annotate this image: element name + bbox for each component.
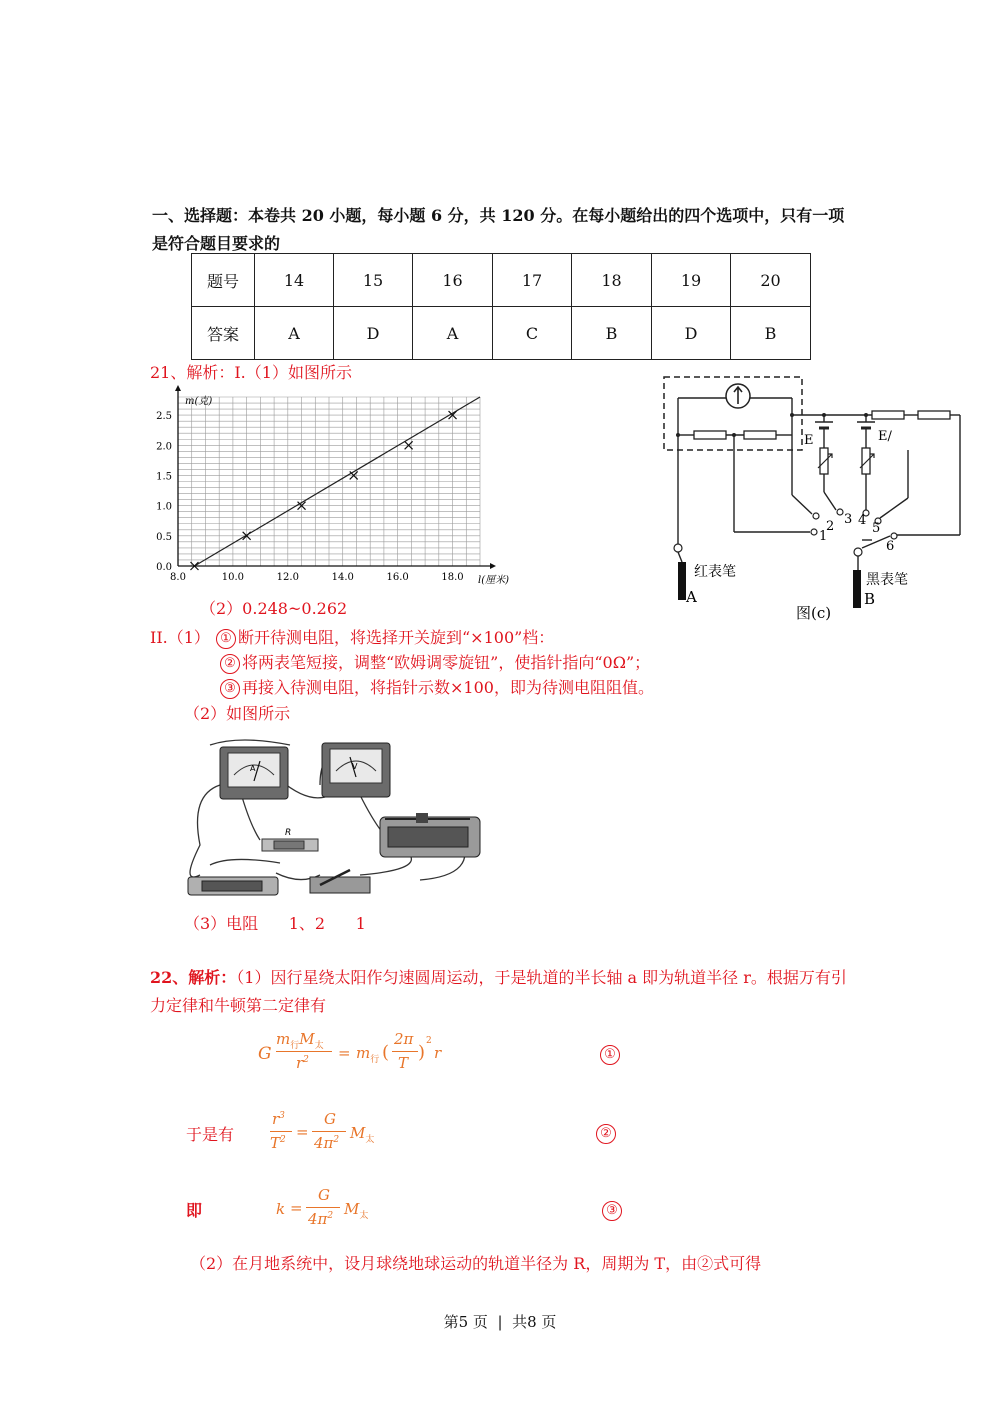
x-tick-label: 12.0 [276, 572, 299, 583]
red-probe-label: 红表笔 [694, 564, 736, 580]
y-tick-label: 2.5 [156, 411, 172, 423]
resistor-icon [744, 431, 776, 439]
resistor-icon [918, 411, 950, 419]
terminal-label: 6 [886, 539, 895, 554]
table-cell: 16 [413, 254, 493, 307]
e1-label: E [804, 433, 814, 448]
chart-ylabel: m(克) [185, 396, 213, 407]
table-cell: D [652, 307, 731, 360]
table-row [192, 254, 811, 307]
figure-caption: 图(c) [796, 604, 832, 622]
resistor-label: R [285, 828, 292, 838]
step-text: 断开待测电阻，将选择开关旋到“×100”档： [238, 628, 555, 647]
figure-c-circuit [640, 370, 970, 630]
black-probe-label: 黑表笔 [866, 572, 908, 588]
q22-text: （1）因行星绕太阳作匀速圆周运动，于是轨道的半长轴 a 即为轨道半径 r。根据万有引力定律和牛顿第二定律有 [150, 968, 847, 1015]
rheostat-icon [820, 448, 828, 474]
answer-table [191, 253, 811, 360]
q22-part2: （2）在月地系统中，设月球绕地球运动的轨道半径为 R，周期为 T，由②式可得 [190, 1254, 762, 1273]
x-tick-label: 16.0 [386, 572, 409, 583]
resistor-icon [694, 431, 726, 439]
table-cell: 14 [255, 254, 334, 307]
q21-part2: （2）0.248~0.262 [200, 599, 348, 618]
q21-step-2 [220, 652, 650, 674]
q21-ii-part2: （2）如图所示 [184, 704, 291, 723]
table-row [192, 307, 811, 360]
x-tick-label: 14.0 [331, 572, 354, 583]
switch-base [310, 877, 370, 893]
table-cell: D [334, 307, 413, 360]
formula-3: k = G $4\pi^2$ $M_太$ [276, 1186, 369, 1228]
eq-number-3: ③ [602, 1200, 624, 1221]
q21-title: 21、解析：I.（1）如图所示 [150, 363, 352, 382]
q21-step-1 [216, 627, 554, 649]
table-cell: 15 [334, 254, 413, 307]
q21-ii-part3: （3）电阻 1、2 1 [184, 914, 366, 933]
probe-a-label: A [686, 588, 697, 606]
y-axis-arrow [175, 385, 181, 391]
q22-yu-shi-you: 于是有 [186, 1125, 235, 1144]
table-cell: 答案 [192, 307, 255, 360]
q22-lead: 22、解析： [150, 968, 237, 987]
table-cell: C [493, 307, 572, 360]
resistor-icon [872, 411, 904, 419]
formula-2: $r^3$ $T^2$ = G $4\pi^2$ $M_太$ [270, 1110, 375, 1152]
q22-title [150, 964, 850, 1020]
table-cell: A [255, 307, 334, 360]
y-tick-label: 2.0 [156, 441, 172, 453]
voltmeter-label: V [352, 762, 358, 771]
x-tick-label: 10.0 [221, 572, 245, 583]
y-tick-label: 0.0 [156, 562, 172, 573]
e2-label: E/ [878, 429, 892, 444]
chart-axes [175, 385, 496, 569]
y-tick-label: 0.5 [156, 531, 172, 543]
table-cell: 20 [731, 254, 811, 307]
q22-ji: 即 [186, 1201, 203, 1220]
y-tick-label: 1.0 [156, 501, 172, 513]
rheostat-icon [862, 448, 870, 474]
page-footer: 第5 页 | 共8 页 [443, 1313, 557, 1331]
table-cell: 17 [493, 254, 572, 307]
x-tick-label: 18.0 [441, 572, 464, 583]
chart-grid [178, 397, 480, 566]
eq-number-1: ① [600, 1044, 622, 1065]
section-heading: 一、选择题：本卷共 20 小题，每小题 6 分，共 120 分。在每小题给出的四个选项中，只有一项是符合题目要求的 [152, 206, 845, 253]
circled-number: ① [216, 629, 236, 649]
table-cell: 19 [652, 254, 731, 307]
table-cell: A [413, 307, 493, 360]
table-cell: B [731, 307, 811, 360]
circled-number: ② [220, 654, 240, 674]
terminal-label: 2 [826, 519, 835, 534]
formula-1: G $m_行M_太$ $r^2$ = $m_行$ ( 2π T ) 2 r [258, 1030, 442, 1072]
table-cell: B [572, 307, 652, 360]
eq-number-2: ② [596, 1123, 618, 1144]
circled-number: ③ [220, 679, 240, 699]
terminal-label: 4 [858, 513, 867, 528]
probe-b-label: B [864, 590, 876, 608]
black-probe-icon [853, 570, 861, 608]
y-tick-label: 1.5 [156, 471, 172, 483]
circuit-photo [180, 735, 500, 905]
ammeter-label: A [250, 764, 256, 773]
table-cell: 题号 [192, 254, 255, 307]
terminal-label: 1 [819, 529, 828, 544]
m-l-chart [150, 385, 550, 595]
red-probe-icon [678, 562, 686, 600]
terminal-label: 3 [844, 512, 853, 527]
q21-ii-lead: II.（1） [150, 628, 210, 647]
x-tick-label: 8.0 [170, 572, 186, 583]
terminal-label: 5 [872, 521, 881, 536]
x-axis-arrow [490, 563, 496, 569]
step-text: 将两表笔短接，调整“欧姆调零旋钮”，使指针指向“0Ω”； [242, 653, 651, 672]
chart-xlabel: l(厘米) [478, 575, 510, 586]
step-text: 再接入待测电阻，将指针示数×100，即为待测电阻阻值。 [242, 678, 654, 697]
q21-step-3 [220, 677, 654, 699]
table-cell: 18 [572, 254, 652, 307]
